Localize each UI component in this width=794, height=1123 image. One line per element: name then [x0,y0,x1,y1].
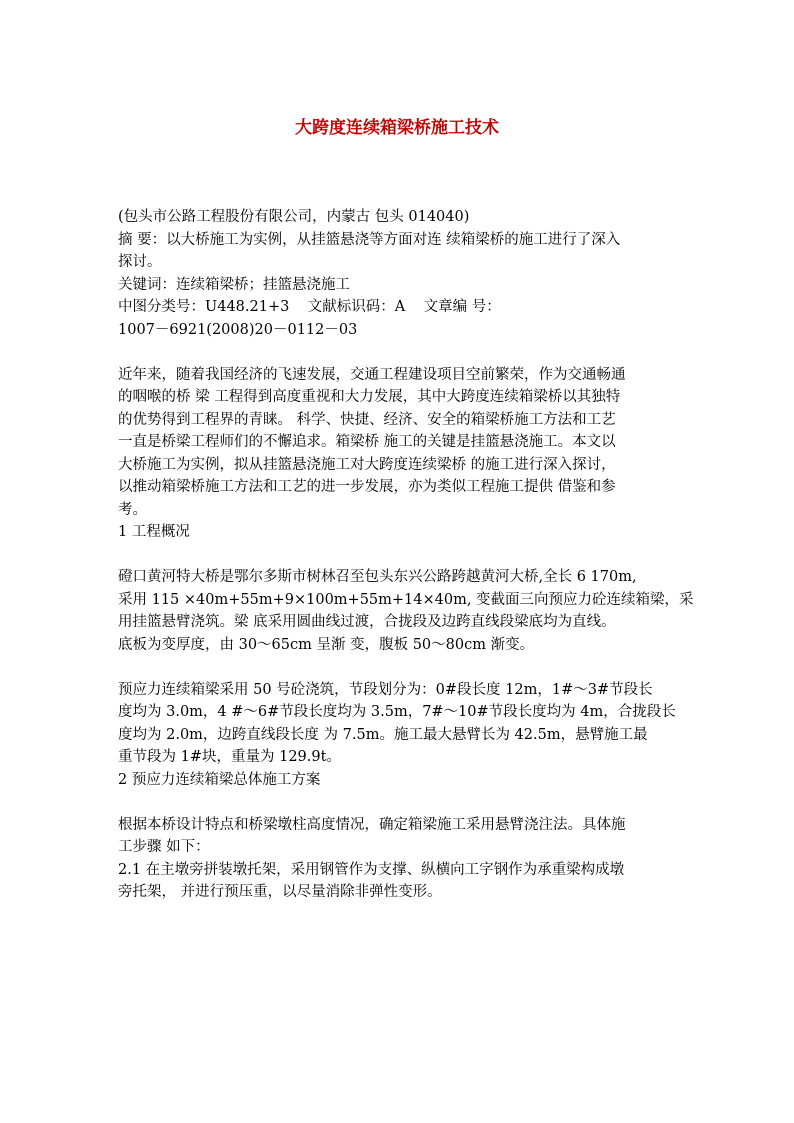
text-line: 旁托架， 并进行预压重，以尽量消除非弹性变形。 [118,884,442,900]
text-line: 预应力连续箱梁采用 50 号砼浇筑，节段划分为：0#段长度 12m，1#～3#节段长 [118,681,653,698]
text-line: 度均为 3.0m，4 #～6#节段长度均为 3.5m，7#～10#节段长度均为 4m，合拢段长 [118,704,676,720]
text-line: 近年来，随着我国经济的飞速发展，交通工程建设项目空前繁荣，作为交通畅通 [118,366,626,383]
document-title: 大跨度连续箱梁桥施工技术 [295,118,499,138]
text-line: 用挂篮悬臂浇筑。梁 底采用圆曲线过渡，合拢段及边跨直线段梁底均为直线。 [118,614,616,630]
text-line: 大桥施工为实例，拟从挂篮悬浇施工对大跨度连续梁桥 的施工进行深入探讨， [118,456,616,473]
text-line: 的咽喉的桥 梁 工程得到高度重视和大力发展，其中大跨度连续箱梁桥以其独特 [118,389,621,405]
text-line: 关键词：连续箱梁桥；挂篮悬浇施工 [118,276,350,293]
text-line: (包头市公路工程股份有限公司，内蒙古 包头 014040) [118,209,470,225]
text-line: 以推动箱梁桥施工方法和工艺的进一步发展，亦为类似工程施工提供 借鉴和参 [118,479,616,495]
text-line: 1 工程概况 [118,524,190,540]
text-line: 的优势得到工程界的青睐。 科学、快捷、经济、安全的箱梁桥施工方法和工艺 [118,411,616,428]
paragraph-gap [118,544,678,567]
text-line: 2 预应力连续箱梁总体施工方案 [118,771,321,788]
text-line: 度均为 2.0m，边跨直线段长度 为 7.5m。施工最大悬臂长为 42.5m，悬臂施工最 [118,726,648,743]
text-line: 中图分类号：U448.21+3 文献标识码：A 文章编 号： [118,299,501,315]
text-line: 底板为变厚度，由 30～65cm 呈渐 变，腹板 50～80cm 渐变。 [118,636,535,653]
text-line: 工步骤 如下： [118,839,210,855]
paragraph-gap [118,341,678,364]
text-line: 摘 要：以大桥施工为实例，从挂篮悬浇等方面对连 续箱梁桥的施工进行了深入 [118,231,621,248]
paragraph-gap [118,791,678,814]
paragraph-gap [118,656,678,679]
text-line: 探讨。 [118,254,162,270]
text-line: 磴口黄河特大桥是鄂尔多斯市树林召至包头东兴公路跨越黄河大桥,全长 6 170m, [118,569,637,585]
document-body [118,206,694,904]
text-line: 重节段为 1#块，重量为 129.9t。 [118,749,341,765]
text-line: 1007－6921(2008)20－0112－03 [118,321,358,338]
text-line: 考。 [118,501,147,518]
text-line: 2.1 在主墩旁拼装墩托架，采用钢管作为支撑、纵横向工字钢作为承重梁构成墩 [118,861,625,878]
text-line: 采用 115 ×40m+55m+9×100m+55m+14×40m, 变截面三向预应力砼连续箱梁，采 [118,591,694,608]
text-line: 根据本桥设计特点和桥梁墩柱高度情况，确定箱梁施工采用悬臂浇注法。具体施 [118,816,626,833]
text-line: 一直是桥梁工程师们的不懈追求。箱梁桥 施工的关键是挂篮悬浇施工。本文以 [118,434,616,450]
